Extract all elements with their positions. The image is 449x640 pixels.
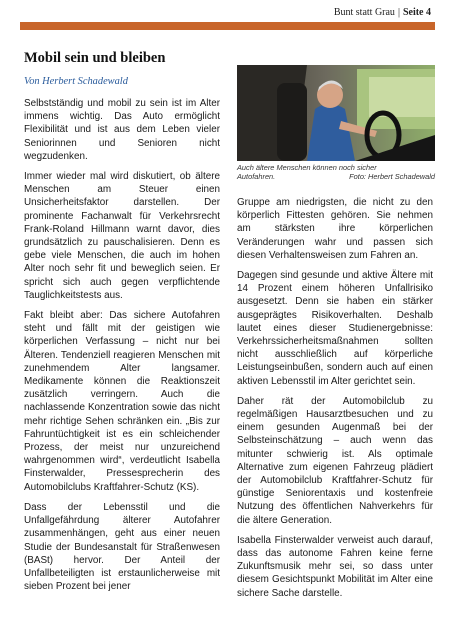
caption-text: Autofahren. [237, 172, 276, 181]
left-column [24, 97, 220, 600]
photo-senior-driver-illustration [237, 65, 435, 161]
photo-caption [237, 163, 435, 181]
article-photo [237, 65, 435, 161]
paragraph: Fakt bleibt aber: Das sichere Autofahren steht und fällt mit der geistigen wie körperlichen Verfassung – nicht nur bei Älteren. Tendenziell reagieren Menschen mit zunehmendem Alter langsamer. Medikamente können die Reaktionszeit zusätzlich verringern. Auch die nachlassende Konzentration sowie das nicht mehr richtige Sehen schränken ein. „Bis zur Fahruntüchtigkeit ist es ein schleichender Prozess, der meist nur unzureichend wahrgenommen wird“, verdeutlicht Isabella Finsterwalder, Pressesprecherin des Automobilclubs Kraftfahrer-Schutz (KS). [24, 310, 220, 493]
paragraph: Daher rät der Automobilclub zu regelmäßigen Hausarztbesuchen und zu einem gesunden Augenmaß bei der Selbsteinschätzung – auch wenn das mitunter schwierig ist. Als optimale Alternative zum eigenen Fahrzeug plädiert der Automobilclub Kraftfahrer-Schutz für günstige Seniorentaxis und kostenfreie Nutzung des öffentlichen Nahverkehrs für die ältere Generation. [237, 395, 433, 526]
caption-line: Auch ältere Menschen können noch sicher [237, 163, 377, 172]
article-title: Mobil sein und bleiben [24, 50, 166, 66]
paragraph: Immer wieder mal wird diskutiert, ob ältere Menschen am Steuer einen Unsicherheitsfaktor darstellen. Der prominente Fachanwalt für Verkehrsrecht Frank-Roland Hillmann warnt davor, dies grundsätzlich zu pauschalisieren. Denn es gebe viele Menschen, die auch im hohen Alter noch sehr fit und beweglich seien. Er spricht sich auch gegen verpflichtende Tauglichkeitstests aus. [24, 171, 220, 301]
right-column [237, 196, 433, 607]
header-rule [20, 22, 435, 30]
paragraph: Dagegen sind gesunde und aktive Ältere mit 14 Prozent einem höheren Unfallrisiko ausgesetzt. Denn sie haben ein stärker ausgeprägtes Risikoverhalten. Deshalb lautet eines dieser Studienergebnisse: Verkehrssicherheitsmaßnahmen sollten nicht ausschließlich auf körperliche Leistungseinbußen, sondern auch auf einen aktiven Lebensstil im Alter gerichtet sein. [237, 270, 433, 387]
header-separator: | [397, 7, 400, 18]
paragraph: Dass der Lebensstil und die Unfallgefährdung älterer Autofahrer zusammenhängen, geht aus einer neuen Studie der Bundesanstalt für Straßenwesen (BASt) hervor. Der Anteil der Unfallbeteiligten ist erstaunlicherweise mit sieben Prozent bei jener [24, 501, 220, 593]
photo-credit: Foto: Herbert Schadewald [349, 172, 435, 181]
article-byline: Von Herbert Schadewald [24, 76, 128, 87]
paragraph: Isabella Finsterwalder verweist auch darauf, dass das autonome Fahren keine ferne Zukunftsmusik mehr sei, so dass unter diesem Gesichtspunkt Mobilität im Alter eine sichere Sache darstelle. [237, 534, 433, 599]
paragraph: Selbstständig und mobil zu sein ist im Alter immens wichtig. Das Auto ermöglicht Flexibilität und ist aus dem Leben vieler Seniorinnen und Senioren nicht wegzudenken. [24, 98, 220, 162]
page-number: Seite 4 [402, 7, 431, 18]
page-header [334, 7, 431, 18]
paragraph: Gruppe am niedrigsten, die nicht zu den körperlich Fittesten gehören. Sie nehmen am stärksten ihre körperlichen Veränderungen wahr und passen sich diesen Verhaltensweisen zum Fahren an. [237, 197, 433, 261]
publication-name: Bunt statt Grau [333, 7, 395, 18]
